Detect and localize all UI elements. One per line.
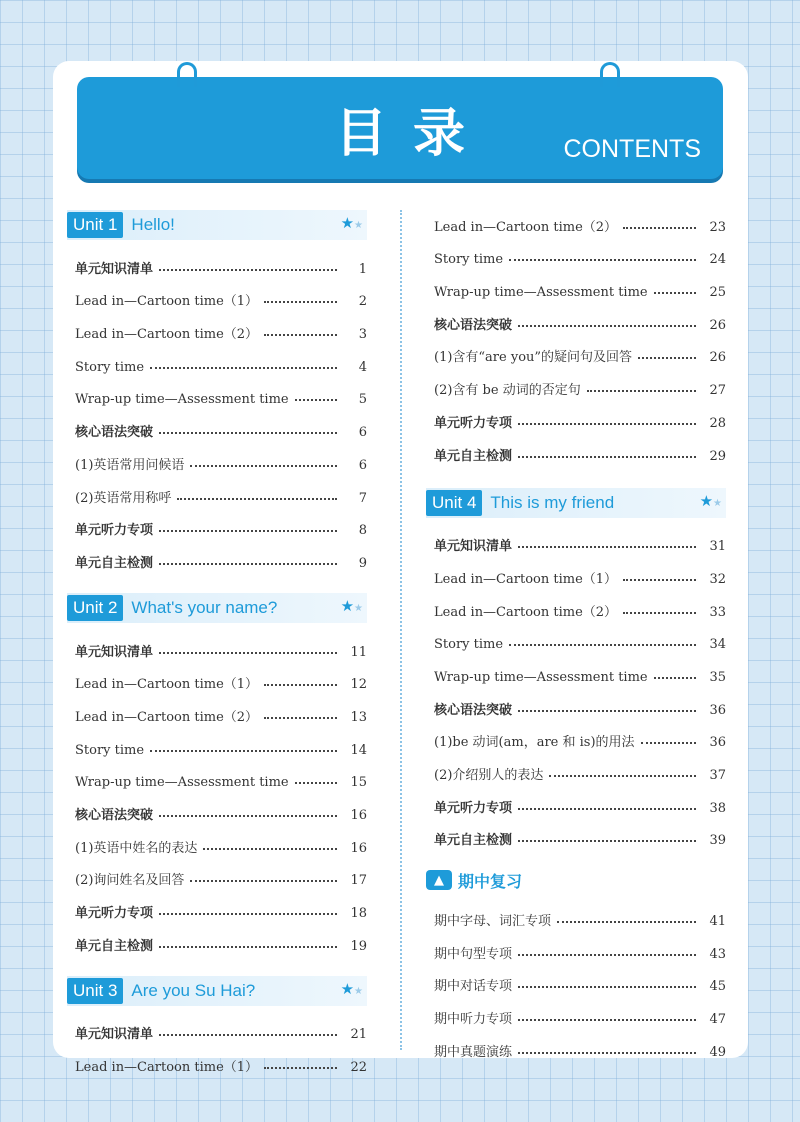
dot-leader — [159, 563, 337, 565]
dot-leader — [159, 913, 337, 915]
toc-entry[interactable] — [426, 554, 726, 587]
entry-page-number: 16 — [350, 808, 367, 823]
unit-title: Are you Su Hai? — [131, 980, 256, 1000]
dot-leader — [518, 954, 696, 956]
dot-leader — [159, 1034, 337, 1036]
entry-label: Wrap-up time—Assessment time — [75, 392, 289, 408]
toc-entry[interactable] — [67, 342, 367, 375]
star-icon: ★★ — [340, 214, 363, 232]
entry-page-number: 27 — [709, 383, 726, 399]
entry-page-number: 24 — [709, 252, 726, 268]
entry-label: (1)英语常用问候语 — [75, 457, 185, 473]
entry-label: 期中听力专项 — [434, 1012, 513, 1028]
entry-label: (1)含有“are you”的疑问句及回答 — [434, 350, 633, 366]
toc-entry[interactable] — [67, 538, 367, 571]
entry-page-number: 1 — [358, 261, 367, 277]
toc-entry[interactable] — [67, 790, 367, 823]
entry-page-number: 37 — [709, 768, 726, 783]
dot-leader — [518, 840, 696, 842]
toc-entry[interactable] — [67, 758, 367, 791]
dot-leader — [641, 742, 696, 744]
dot-leader — [518, 325, 696, 327]
dot-leader — [654, 292, 696, 294]
entry-page-number: 3 — [358, 327, 367, 343]
unit-header — [67, 593, 367, 623]
entry-label: 单元自主检测 — [434, 448, 513, 464]
entry-label: 期中字母、词汇专项 — [434, 914, 552, 930]
entry-page-number: 26 — [709, 317, 726, 333]
entry-label: 单元自主检测 — [75, 555, 154, 571]
entry-page-number: 18 — [350, 906, 367, 922]
toc-entry[interactable] — [67, 309, 367, 342]
entry-label: Story time — [75, 359, 145, 375]
unit-tag: Unit 4 — [426, 490, 482, 516]
binder-ring-icon — [600, 62, 620, 87]
dot-leader — [623, 612, 696, 614]
entry-label: 单元听力专项 — [75, 523, 154, 539]
toc-entry[interactable] — [67, 692, 367, 725]
entry-label: 单元知识清单 — [434, 539, 513, 555]
toc-entry[interactable] — [426, 620, 726, 653]
dot-leader — [518, 546, 696, 548]
toc-entry[interactable] — [426, 587, 726, 620]
unit-title: Hello! — [131, 215, 175, 234]
toc-entry[interactable] — [426, 816, 726, 849]
toc-entry[interactable] — [426, 431, 726, 464]
toc-entry[interactable] — [426, 333, 726, 366]
toc-right-column — [426, 202, 726, 1060]
star-icon: ★★ — [340, 596, 363, 615]
page-subtitle: CONTENTS — [563, 135, 701, 163]
entry-page-number: 38 — [709, 800, 726, 816]
entry-label: 期中真题演练 — [434, 1044, 513, 1060]
dot-leader — [264, 1067, 337, 1069]
entry-label: 单元知识清单 — [75, 1027, 154, 1043]
dot-leader — [159, 946, 337, 948]
toc-entry[interactable] — [67, 1010, 367, 1043]
toc-entry[interactable] — [426, 202, 726, 235]
toc-entry[interactable] — [426, 300, 726, 333]
entry-label: 单元知识清单 — [75, 261, 154, 277]
toc-entry[interactable] — [67, 244, 367, 277]
entry-page-number: 17 — [350, 873, 367, 889]
entry-page-number: 36 — [709, 735, 726, 751]
toc-entry[interactable] — [67, 856, 367, 889]
entry-label: 单元知识清单 — [75, 644, 154, 660]
entry-page-number: 31 — [709, 539, 726, 555]
entry-page-number: 23 — [709, 219, 726, 235]
entry-page-number: 19 — [350, 938, 367, 954]
dot-leader — [264, 684, 337, 686]
entry-label: Story time — [434, 252, 504, 268]
toc-entry[interactable] — [67, 277, 367, 310]
dot-leader — [150, 750, 337, 752]
toc-entry[interactable] — [426, 267, 726, 300]
entry-label: 单元自主检测 — [75, 938, 154, 954]
dot-leader — [150, 367, 337, 369]
toc-entry[interactable] — [67, 506, 367, 539]
entry-label: Story time — [75, 742, 145, 758]
toc-entry[interactable] — [67, 921, 367, 954]
entry-page-number: 33 — [709, 604, 726, 620]
toc-entry[interactable] — [67, 627, 367, 660]
dot-leader — [518, 1052, 696, 1054]
star-icon: ★★ — [340, 979, 363, 998]
unit-title: What's your name? — [131, 597, 278, 617]
entry-page-number: 5 — [358, 392, 367, 408]
entry-page-number: 25 — [709, 285, 726, 301]
toc-left-column — [67, 208, 367, 1075]
toc-entry[interactable] — [426, 1027, 726, 1060]
entry-page-number: 28 — [709, 415, 726, 431]
midterm-header — [426, 864, 726, 896]
dot-leader — [623, 227, 696, 229]
entry-page-number: 26 — [709, 350, 726, 366]
dot-leader — [264, 334, 337, 336]
entry-label: Lead in—Cartoon time（1） — [75, 294, 259, 310]
entry-label: Lead in—Cartoon time（1） — [75, 677, 259, 693]
star-icon: ★★ — [699, 491, 722, 510]
toc-entry[interactable] — [426, 896, 726, 929]
toc-entry[interactable] — [426, 235, 726, 268]
toc-entry[interactable] — [426, 398, 726, 431]
entry-page-number: 8 — [358, 523, 367, 539]
entry-page-number: 47 — [709, 1012, 726, 1028]
entry-page-number: 49 — [709, 1044, 726, 1060]
dot-leader — [587, 390, 696, 392]
entry-label: Lead in—Cartoon time（2） — [434, 219, 618, 235]
dot-leader — [264, 717, 337, 719]
entry-label: Lead in—Cartoon time（2） — [75, 327, 259, 343]
toc-entry[interactable] — [67, 888, 367, 921]
dot-leader — [159, 269, 337, 271]
toc-entry[interactable] — [426, 652, 726, 685]
entry-label: (2)含有 be 动词的否定句 — [434, 383, 581, 399]
entry-label: (2)询问姓名及回答 — [75, 873, 185, 889]
dot-leader — [159, 530, 337, 532]
toc-entry[interactable] — [426, 365, 726, 398]
entry-page-number: 36 — [709, 702, 726, 718]
entry-page-number: 4 — [358, 359, 367, 375]
entry-label: Lead in—Cartoon time（2） — [434, 604, 618, 620]
entry-label: 单元听力专项 — [434, 415, 513, 431]
dot-leader — [203, 848, 337, 850]
entry-label: Wrap-up time—Assessment time — [75, 775, 289, 791]
dot-leader — [264, 301, 337, 303]
entry-label: 单元自主检测 — [434, 833, 513, 849]
unit-tag: Unit 1 — [67, 212, 123, 238]
dot-leader — [190, 465, 337, 467]
entry-page-number: 16 — [350, 840, 367, 856]
entry-label: 核心语法突破 — [75, 808, 154, 823]
unit-header — [426, 488, 726, 518]
entry-page-number: 43 — [709, 946, 726, 962]
entry-label: 期中对话专项 — [434, 979, 513, 995]
toc-entry[interactable] — [67, 375, 367, 408]
dot-leader — [518, 1019, 696, 1021]
dot-leader — [190, 880, 337, 882]
toc-entry[interactable] — [426, 962, 726, 995]
entry-page-number: 29 — [709, 448, 726, 464]
entry-label: 核心语法突破 — [434, 317, 513, 333]
entry-label: (1)英语中姓名的表达 — [75, 840, 198, 856]
toc-entry[interactable] — [426, 929, 726, 962]
entry-label: 单元听力专项 — [75, 906, 154, 922]
unit-header — [67, 976, 367, 1006]
entry-page-number: 6 — [358, 457, 367, 473]
dot-leader — [159, 815, 337, 817]
entry-label: (2)介绍别人的表达 — [434, 768, 544, 783]
dot-leader — [159, 652, 337, 654]
dot-leader — [638, 357, 696, 359]
unit-tag: Unit 2 — [67, 595, 123, 621]
entry-page-number: 45 — [709, 979, 726, 995]
dot-leader — [518, 986, 696, 988]
toc-entry[interactable] — [67, 660, 367, 693]
title-banner — [77, 77, 723, 179]
toc-entry[interactable] — [426, 522, 726, 555]
entry-page-number: 32 — [709, 571, 726, 587]
toc-entry[interactable] — [426, 750, 726, 783]
entry-page-number: 22 — [350, 1060, 367, 1076]
dot-leader — [159, 432, 337, 434]
unit-header — [67, 210, 367, 240]
toc-entry[interactable] — [67, 1042, 367, 1075]
dot-leader — [509, 259, 696, 261]
entry-page-number: 39 — [709, 833, 726, 849]
entry-label: (1)be 动词(am，are 和 is)的用法 — [434, 735, 635, 751]
toc-entry[interactable] — [67, 725, 367, 758]
dot-leader — [518, 423, 696, 425]
toc-entry[interactable] — [426, 685, 726, 718]
entry-page-number: 35 — [709, 669, 726, 685]
toc-entry[interactable] — [67, 823, 367, 856]
entry-page-number: 15 — [350, 775, 367, 791]
entry-label: Wrap-up time—Assessment time — [434, 669, 648, 685]
entry-page-number: 21 — [350, 1027, 367, 1043]
graduation-cap-icon: ▲ — [426, 870, 452, 890]
entry-label: 单元听力专项 — [434, 800, 513, 816]
dot-leader — [509, 644, 696, 646]
dot-leader — [549, 775, 696, 777]
dot-leader — [557, 921, 696, 923]
entry-page-number: 9 — [358, 555, 367, 571]
dot-leader — [654, 677, 696, 679]
entry-label: 期中句型专项 — [434, 946, 513, 962]
entry-label: 核心语法突破 — [434, 702, 513, 718]
entry-page-number: 2 — [358, 294, 367, 310]
dot-leader — [295, 399, 337, 401]
dot-leader — [518, 710, 696, 712]
toc-entry[interactable] — [67, 473, 367, 506]
toc-entry[interactable] — [426, 718, 726, 751]
entry-page-number: 11 — [350, 644, 367, 660]
entry-page-number: 6 — [358, 425, 367, 441]
entry-label: (2)英语常用称呼 — [75, 490, 172, 506]
entry-label: 核心语法突破 — [75, 425, 154, 441]
midterm-title: 期中复习 — [458, 871, 523, 891]
entry-label: Lead in—Cartoon time（1） — [434, 571, 618, 587]
entry-page-number: 34 — [709, 637, 726, 653]
dot-leader — [623, 579, 696, 581]
toc-entry[interactable] — [426, 994, 726, 1027]
toc-entry[interactable] — [426, 783, 726, 816]
dot-leader — [295, 782, 337, 784]
page-title: 目录 — [334, 104, 491, 164]
dot-leader — [177, 498, 337, 500]
entry-label: Story time — [434, 637, 504, 653]
entry-label: Lead in—Cartoon time（1） — [75, 1060, 259, 1076]
entry-page-number: 14 — [350, 742, 367, 758]
binder-ring-icon — [177, 62, 197, 87]
toc-entry[interactable] — [67, 407, 367, 440]
dot-leader — [518, 456, 696, 458]
entry-page-number: 7 — [358, 490, 367, 506]
dot-leader — [518, 808, 696, 810]
unit-title: This is my friend — [490, 492, 615, 512]
column-divider — [400, 210, 402, 1050]
entry-page-number: 12 — [350, 677, 367, 693]
entry-label: Wrap-up time—Assessment time — [434, 285, 648, 301]
toc-entry[interactable] — [67, 440, 367, 473]
entry-page-number: 41 — [709, 914, 726, 930]
unit-tag: Unit 3 — [67, 978, 123, 1004]
entry-label: Lead in—Cartoon time（2） — [75, 709, 259, 725]
entry-page-number: 13 — [350, 709, 367, 725]
